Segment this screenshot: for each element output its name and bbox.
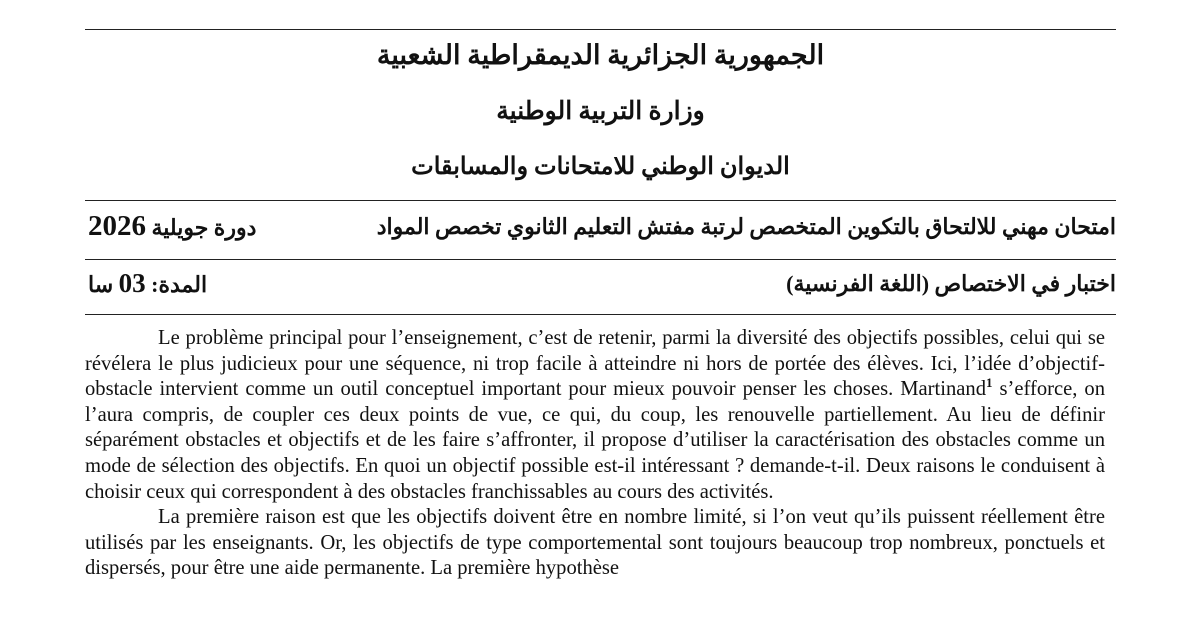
duration-label: المدة:	[151, 272, 208, 297]
paragraph-1-part-a: Le problème principal pour l’enseignement, c’est de retenir, parmi la diversité des objectifs possibles, celui qui se révélera le plus judicieux pour une séquence, ni trop facile à atteindre ni hors de portée des élèves. Ici, l’idée d’objectif-obstacle intervient comme un outil conceptuel important pour mieux pouvoir penser les choses. Martinand	[85, 327, 1105, 401]
exam-subject: اختبار في الاختصاص (اللغة الفرنسية)	[786, 271, 1116, 296]
duration-unit: سا	[88, 272, 114, 297]
exam-rule	[85, 259, 1116, 260]
session-label: دورة جويلية	[151, 215, 257, 240]
republic-heading: الجمهورية الجزائرية الديمقراطية الشعبية	[376, 40, 825, 70]
paragraph-1	[85, 326, 1105, 505]
header-rule	[85, 200, 1116, 201]
paragraph-2: La première raison est que les objectifs doivent être en nombre limité, si l’on veut qu’ils puissent réellement être utilisés par les enseignants. Or, les objectifs de type comportemental sont toujours beaucoup trop nombreux, ponctuels et dispersés, pour être une aide permanente. La première hypothèse	[85, 506, 1105, 580]
paragraph-1-part-b: s’efforce, on l’aura compris, de coupler ces deux points de vue, ce qui, du coup, les renouvelle partiellement. Au lieu de définir séparément obstacles et objectifs et de les faire s’affronter, il propose d’utiliser la caractérisation des obstacles comme un mode de sélection des objectifs. En quoi un objectif possible est-il intéressant ? demande-t-il. Deux raisons le conduisent à choisir ceux qui correspondent à des obstacles franchissables au cours des activités.	[85, 378, 1105, 503]
footnote-marker: 1	[986, 375, 993, 391]
ministry-heading: وزارة التربية الوطنية	[496, 98, 705, 125]
office-heading: الديوان الوطني للامتحانات والمسابقات	[411, 154, 790, 180]
exam-duration	[88, 268, 207, 299]
body-text	[85, 326, 1105, 582]
exam-title: امتحان مهني للالتحاق بالتكوين المتخصص لرتبة مفتش التعليم الثانوي تخصص المواد	[376, 214, 1116, 239]
session-year: 2026	[88, 210, 146, 242]
top-rule	[85, 29, 1116, 30]
duration-value: 03	[118, 268, 146, 298]
exam-session	[88, 210, 256, 243]
subject-rule	[85, 314, 1116, 315]
